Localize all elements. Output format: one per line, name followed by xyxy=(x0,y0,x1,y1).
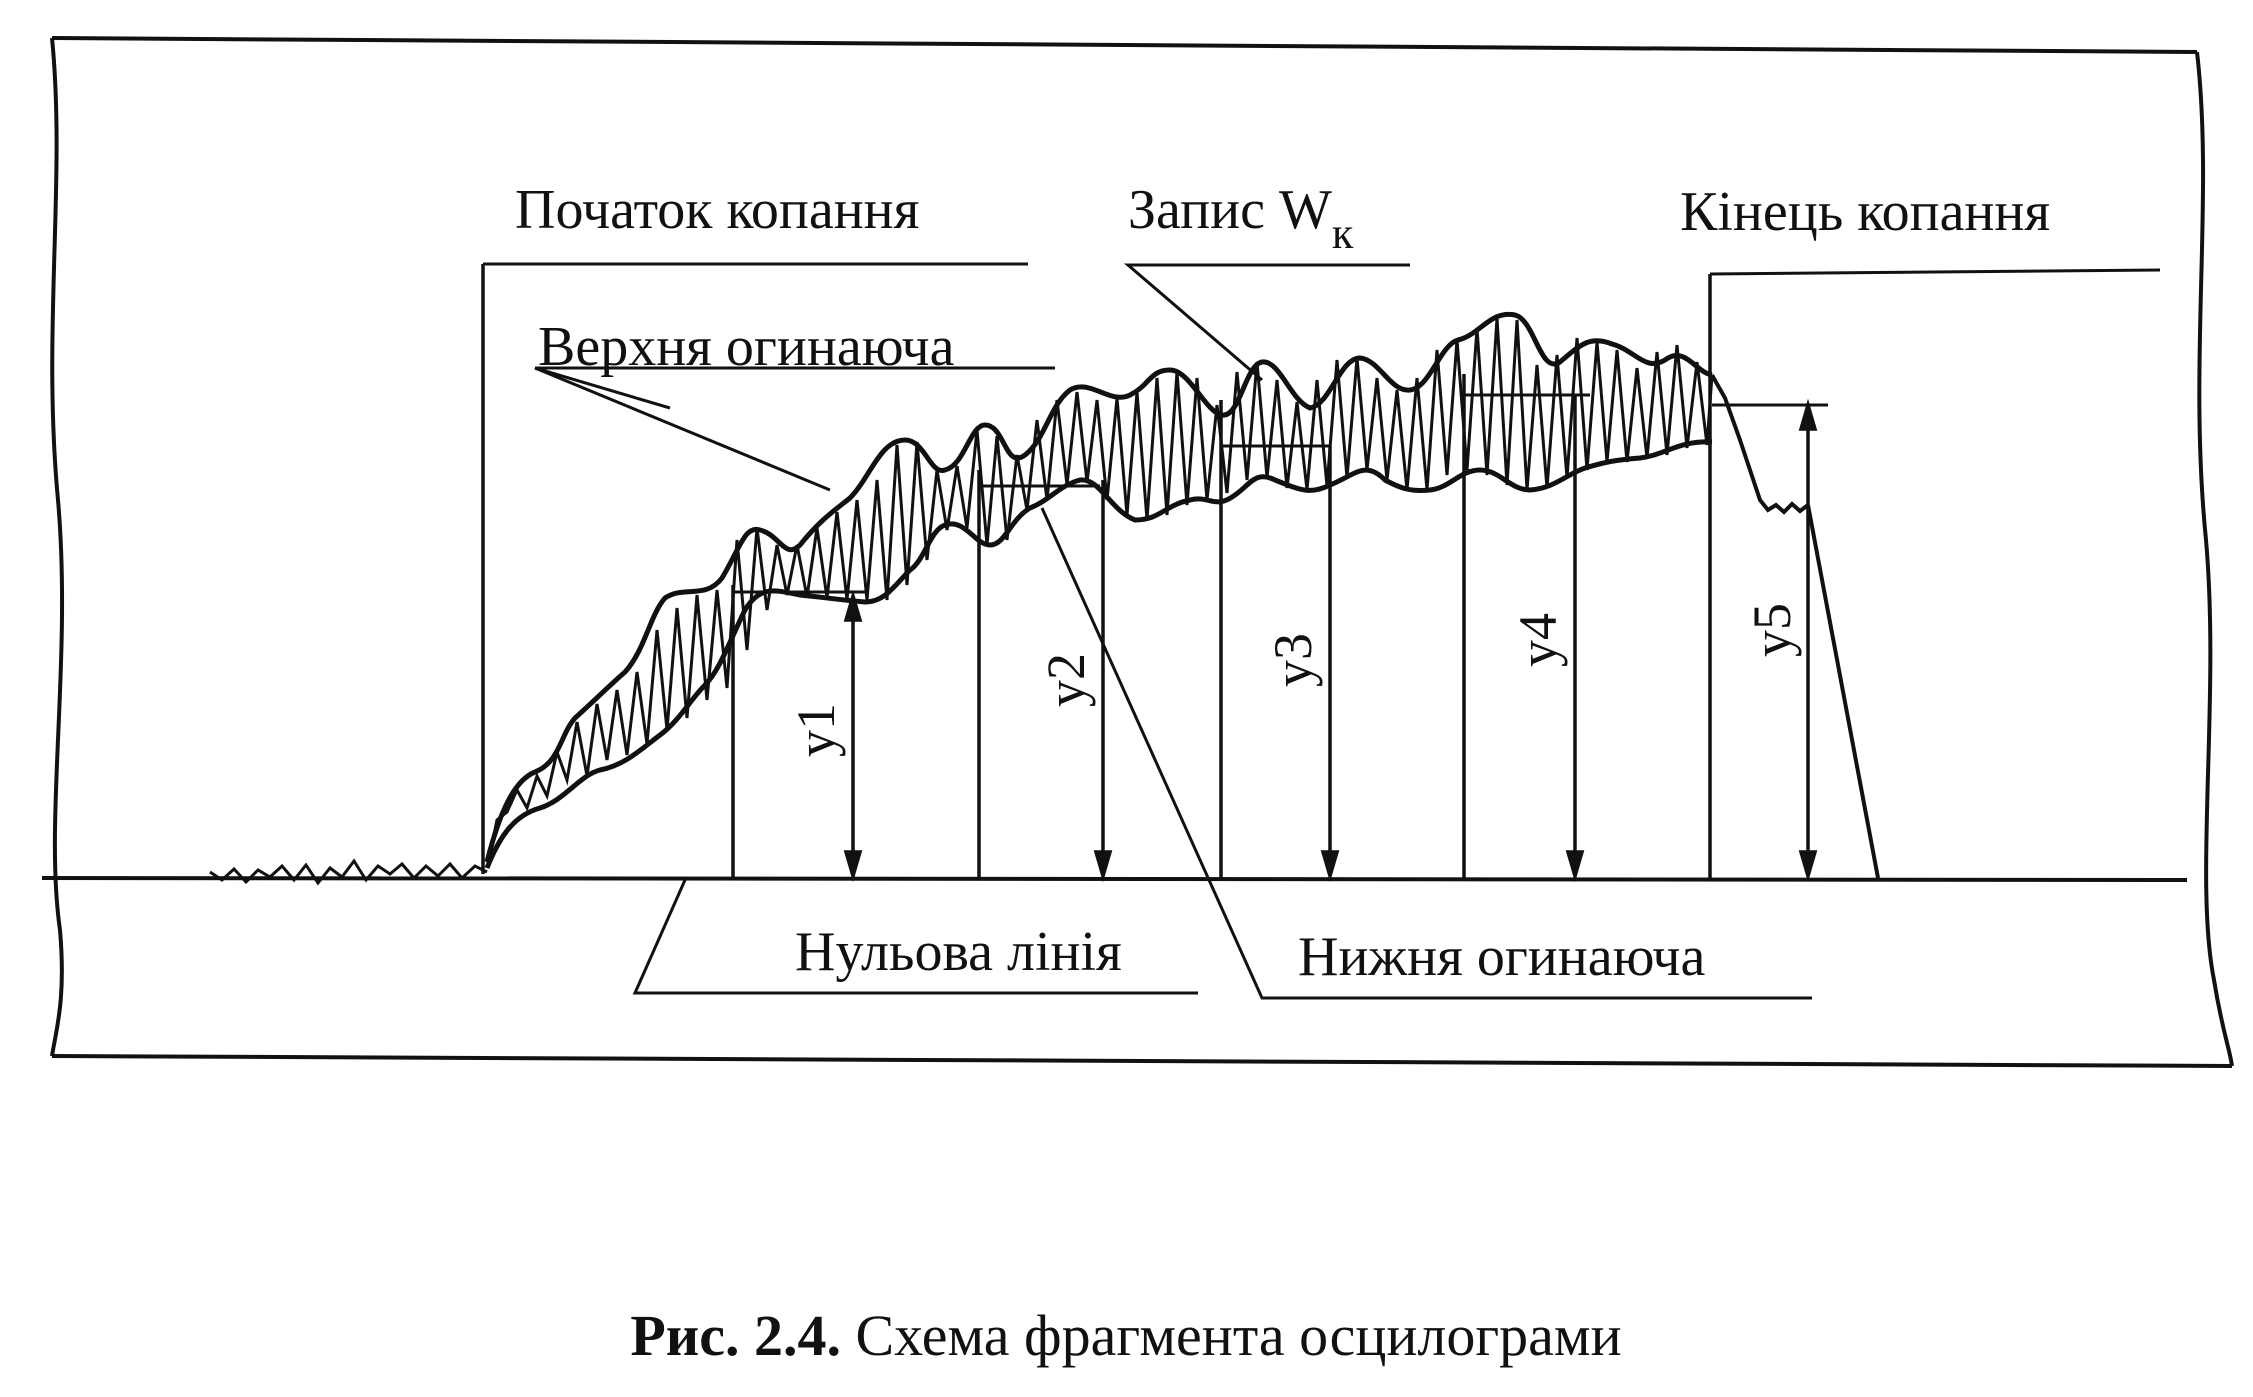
caption-number: Рис. 2.4. xyxy=(630,1303,841,1368)
label-start-digging: Початок копання xyxy=(515,179,920,241)
label-upper-envelope: Верхня огинаюча xyxy=(538,316,955,378)
caption-text: Схема фрагмента осцилограми xyxy=(840,1303,1622,1368)
figure-caption xyxy=(630,1303,1621,1368)
ordinate-label-y5: y5 xyxy=(1742,603,1802,657)
ordinate-label-y1: y1 xyxy=(786,703,846,757)
end-transition xyxy=(1712,375,1808,512)
end-return-line xyxy=(1808,505,1878,878)
label-lower-envelope: Нижня огинаюча xyxy=(1298,926,1706,988)
label-end-digging: Кінець копання xyxy=(1680,181,2051,243)
ordinate-label-y2: y2 xyxy=(1036,653,1096,707)
ordinate-label-y3: y3 xyxy=(1263,633,1323,687)
label-record-sub: к xyxy=(1331,209,1354,258)
ordinate-arrows xyxy=(846,395,1815,876)
label-record xyxy=(1128,179,1354,258)
label-record-main: Запис W xyxy=(1128,179,1332,241)
label-zero-line: Нульова лінія xyxy=(795,921,1122,983)
ordinate-label-y4: y4 xyxy=(1508,613,1568,667)
